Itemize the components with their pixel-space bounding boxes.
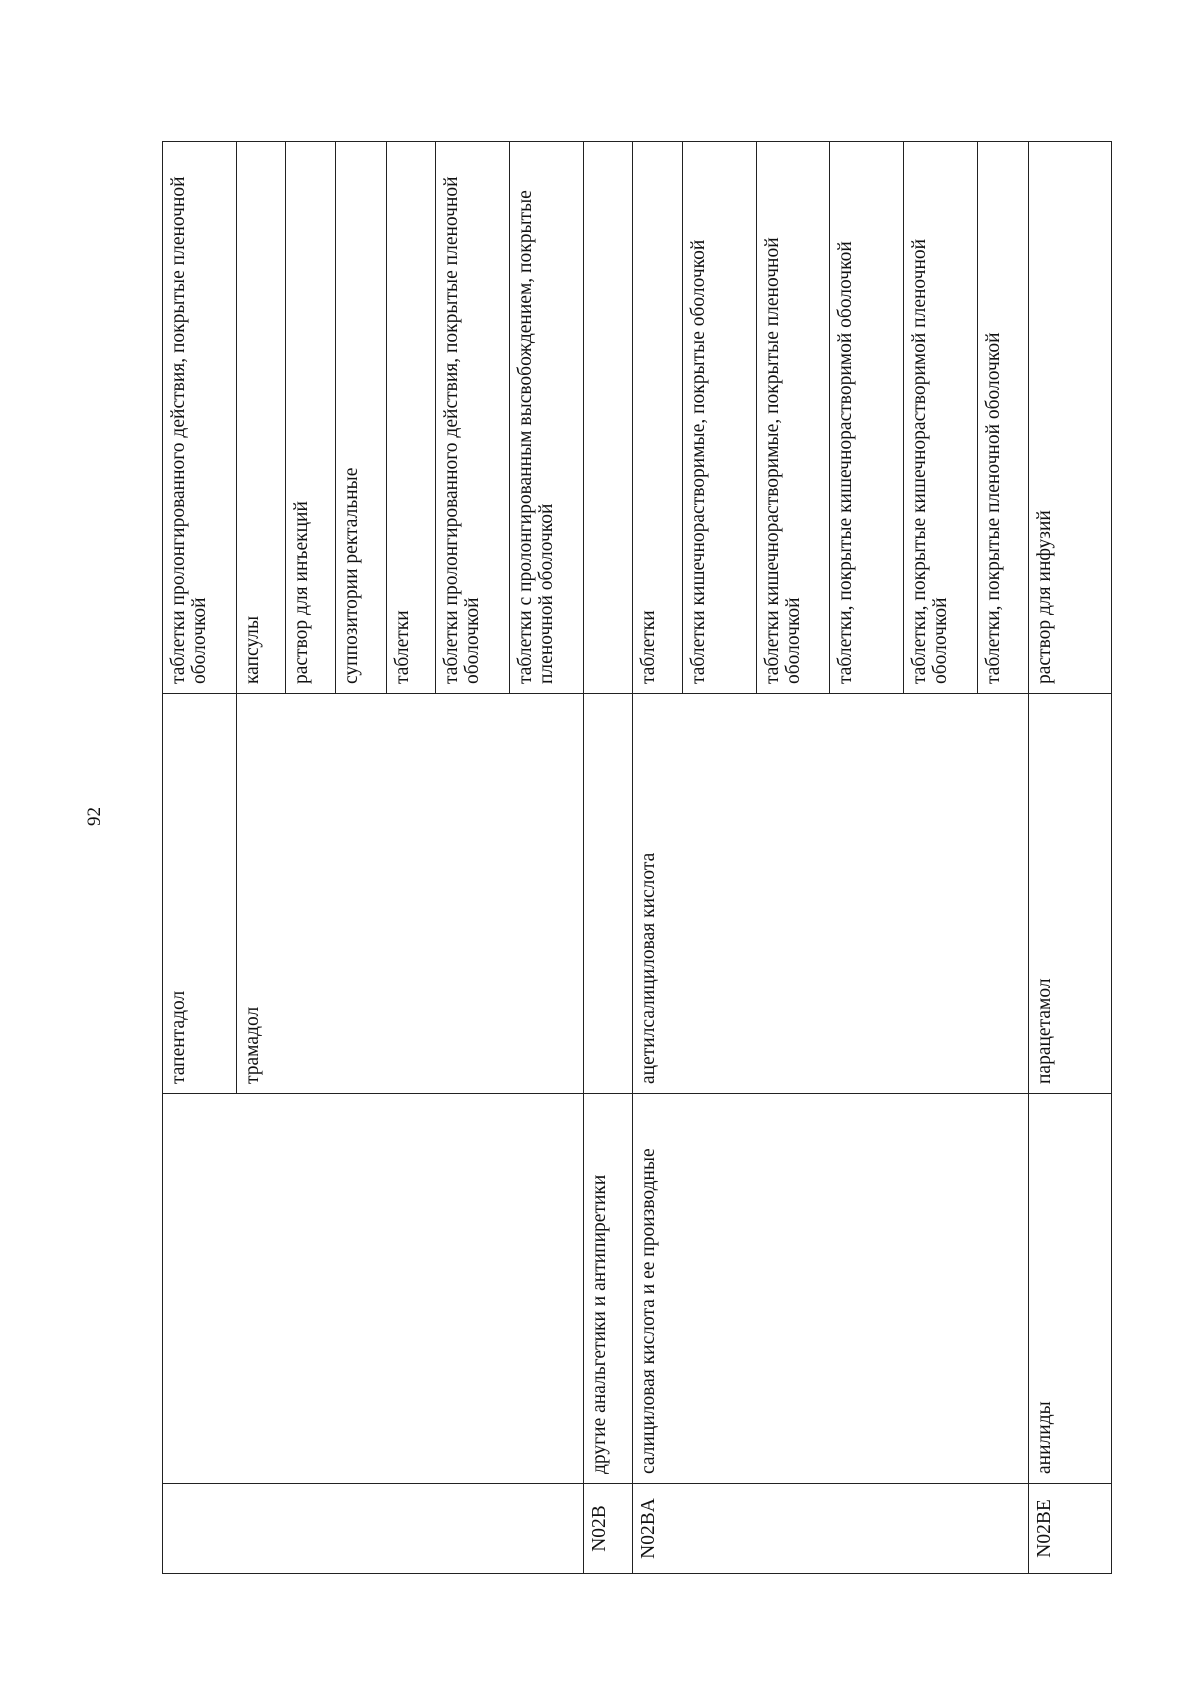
- drug-table: [162, 141, 1112, 1574]
- form-cell: таблетки кишечнорастворимые, покрытые оболочкой: [682, 142, 756, 694]
- form-cell: таблетки с пролонгированным высвобождением, покрытые пленочной оболочкой: [509, 142, 583, 694]
- form-cell: суппозитории ректальные: [335, 142, 386, 694]
- substance-cell: ацетилсалициловая кислота: [633, 694, 1028, 1094]
- form-cell: таблетки, покрытые пленочной оболочкой: [977, 142, 1028, 694]
- substance-cell: тапентадол: [163, 694, 237, 1094]
- group-cell: салициловая кислота и ее производные: [633, 1094, 1028, 1484]
- group-cell: анилиды: [1028, 1094, 1111, 1484]
- atc-code-cell: [163, 1484, 584, 1574]
- form-cell: таблетки, покрытые кишечнорастворимой пленочной оболочкой: [904, 142, 978, 694]
- table-container: [162, 142, 1112, 1574]
- group-cell: [163, 1094, 584, 1484]
- atc-code-cell: N02B: [583, 1484, 633, 1574]
- table-row: [1028, 142, 1111, 1574]
- form-cell: таблетки, покрытые кишечнорастворимой оболочкой: [830, 142, 904, 694]
- substance-cell: трамадол: [236, 694, 583, 1094]
- substance-cell: [583, 694, 633, 1094]
- form-cell: таблетки: [633, 142, 683, 694]
- form-cell: [583, 142, 633, 694]
- page-number: 92: [84, 807, 105, 826]
- atc-code-cell: N02BE: [1028, 1484, 1111, 1574]
- form-cell: таблетки пролонгированного действия, покрытые пленочной оболочкой: [436, 142, 510, 694]
- form-cell: таблетки кишечнорастворимые, покрытые пленочной оболочкой: [756, 142, 830, 694]
- form-cell: раствор для инъекций: [286, 142, 336, 694]
- form-cell: таблетки пролонгированного действия, покрытые пленочной оболочкой: [163, 142, 237, 694]
- group-cell: другие анальгетики и антипиретики: [583, 1094, 633, 1484]
- form-cell: капсулы: [236, 142, 286, 694]
- form-cell: раствор для инфузий: [1028, 142, 1111, 694]
- atc-code-cell: N02BA: [633, 1484, 1028, 1574]
- table-row: [633, 142, 683, 1574]
- substance-cell: парацетамол: [1028, 694, 1111, 1094]
- table-row: [163, 142, 237, 1574]
- table-row: [583, 142, 633, 1574]
- form-cell: таблетки: [386, 142, 436, 694]
